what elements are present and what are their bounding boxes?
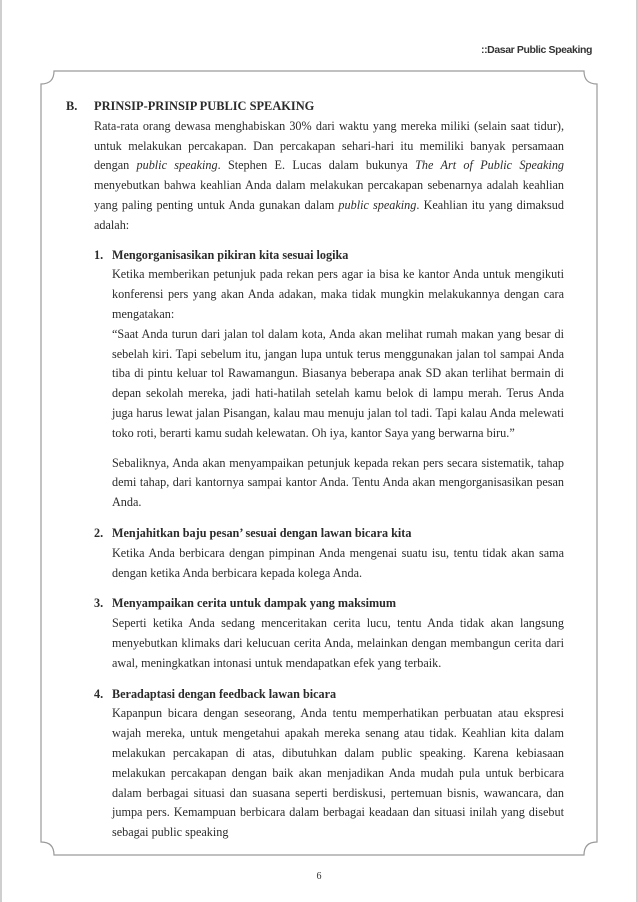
section-letter: B.: [66, 99, 78, 113]
list-item-title: Menyampaikan cerita untuk dampak yang maksimum: [112, 596, 397, 611]
list-item-number: 4.: [94, 686, 104, 701]
intro-italic-run: The Art of Public Speaking: [415, 158, 565, 173]
intro-text-run: Rata-rata orang dewasa menghabiskan 30% dari waktu yang mereka miliki (selain saat tidur), untuk melakukan percakapan. Dan percakapan sehari-hari itu memiliki banyak persamaan dengan: [94, 118, 564, 173]
list-item-number: 3.: [94, 596, 104, 611]
list-item-title: Menjahitkan baju pesan’ sesuai dengan lawan bicara kita: [112, 525, 412, 540]
list-item-title: Mengorganisasikan pikiran kita sesuai logika: [112, 247, 349, 262]
principles-list: [66, 246, 564, 843]
section-title: PRINSIP-PRINSIP PUBLIC SPEAKING: [94, 99, 315, 113]
list-item-paragraph: Kapanpun bicara dengan seseorang, Anda tentu memperhatikan perbuatan atau ekspresi wajah mereka, untuk mengetahui apakah mereka senang atau tidak. Keahlian kita dalam melakukan percakapan di atas, dibutuhkan dalam public speaking. Karena kebiasaan melakukan percakapan dengan baik akan menjadikan Anda mudah pula untuk berbicara dalam berbagai situasi dan suasana seperti berdiskusi, pertemuan bisnis, wawancara, dan jumpa pers. Kemampuan berbicara dalam berbagai keadaan dan situasi inilah yang disebut sebagai public speaking: [112, 706, 564, 840]
list-item-number: 2.: [94, 525, 104, 540]
list-item-body: [112, 594, 564, 673]
list-item-title: Beradaptasi dengan feedback lawan bicara: [112, 686, 337, 701]
list-item: [66, 246, 564, 513]
list-item-number: 1.: [94, 247, 104, 262]
page-number: 6: [316, 871, 322, 882]
page-content: [66, 97, 564, 854]
list-item-paragraph: Ketika Anda berbicara dengan pimpinan Anda mengenai suatu isu, tentu tidak akan sama dengan ketika Anda berbicara kepada kolega Anda.: [112, 545, 564, 580]
intro-text-run: menyebutkan bahwa keahlian Anda dalam melakukan percakapan sebenarnya adalah keahlian yang paling penting untuk Anda gunakan dalam: [94, 178, 564, 212]
page-edge-left: [0, 0, 2, 902]
list-item: [66, 685, 564, 843]
list-item-paragraph: Ketika memberikan petunjuk pada rekan pers agar ia bisa ke kantor Anda untuk mengikuti konferensi pers yang akan Anda adakan, maka tidak mungkin melakukannya dengan cara mengatakan: “Saat Anda turun dari jalan tol dalam kota, Anda akan melihat rumah makan yang besar di sebelah kiri. Tapi sebelum itu, jangan lupa untuk terus menggunakan jalan tol sampai Anda tiba di pintu keluar tol Rawamangun. Biasanya beberapa anak SD akan terlihat bermain di depan sekolah mereka, jadi hati-hatilah setelah kamu belok di lampu merah. Terus Anda juga harus lewat jalan Pisangan, kalau mau menuju jalan tol tadi. Tapi kalau Anda melewati toko roti, berarti kamu sudah kelewatan. Oh iya, kantor Saya yang berwarna biru.”: [112, 267, 564, 440]
list-item: [66, 594, 564, 673]
intro-text-run: . Stephen E. Lucas dalam bukunya: [217, 158, 416, 173]
list-item-body: [112, 246, 564, 513]
list-item-body: [112, 524, 564, 583]
running-header: ::Dasar Public Speaking: [480, 44, 592, 56]
intro-italic-run: public speaking: [136, 158, 218, 173]
section-intro: [94, 117, 564, 236]
list-item-body: [112, 685, 564, 843]
list-item-paragraph: Seperti ketika Anda sedang menceritakan cerita lucu, tentu Anda tidak akan langsung menyebutkan klimaks dari kelucuan cerita Anda, melainkan dengan membangun cerita dari awal, meningkatkan intonasi untuk mendapatkan efek yang terbaik.: [112, 616, 564, 670]
intro-italic-run: public speaking: [338, 197, 417, 212]
intro-text-run: . Keahlian itu yang dimaksud adalah:: [94, 197, 564, 232]
section-heading: [66, 97, 564, 117]
list-item-paragraph: Sebaliknya, Anda akan menyampaikan petunjuk kepada rekan pers secara sistematik, tahap demi tahap, dari kantornya sampai kantor Anda. Tentu Anda akan mengorganisasikan pesan Anda.: [112, 455, 564, 510]
list-item: [66, 524, 564, 583]
